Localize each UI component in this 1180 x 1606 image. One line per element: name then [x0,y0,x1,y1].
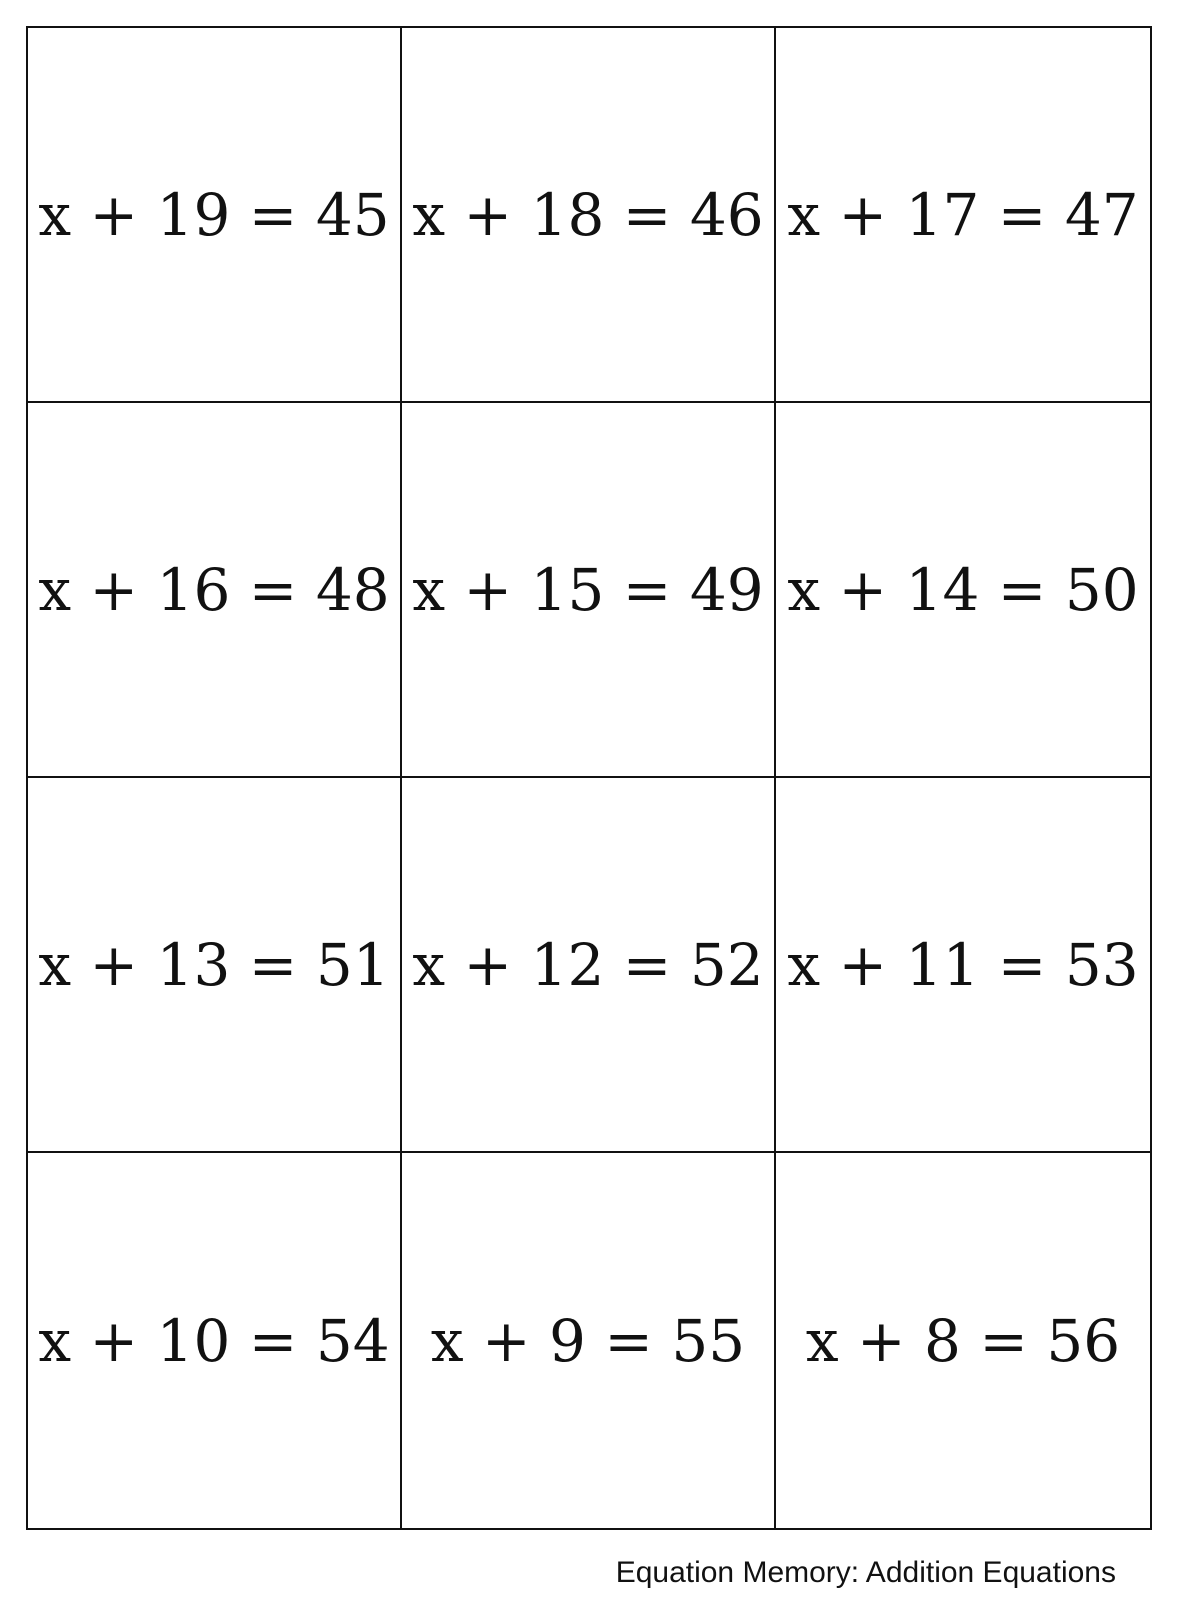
equation-text: x + 11 = 53 [787,930,1139,999]
footer-caption: Equation Memory: Addition Equations [615,1556,1116,1589]
equation-text: x + 15 = 49 [412,555,764,624]
equation-text: x + 9 = 55 [430,1306,746,1375]
equation-card [402,778,776,1153]
equation-card [776,1153,1150,1528]
equation-text: x + 16 = 48 [38,555,390,624]
equation-card [28,778,402,1153]
equation-text: x + 12 = 52 [412,930,764,999]
equation-text: x + 19 = 45 [38,180,390,249]
equation-card [28,403,402,778]
equation-text: x + 17 = 47 [787,180,1139,249]
equation-card [28,28,402,403]
equation-text: x + 13 = 51 [38,930,390,999]
equation-card-grid [26,26,1152,1530]
equation-text: x + 10 = 54 [38,1306,390,1375]
equation-card [776,28,1150,403]
equation-text: x + 14 = 50 [787,555,1139,624]
equation-text: x + 8 = 56 [805,1306,1121,1375]
equation-card [402,1153,776,1528]
equation-text: x + 18 = 46 [412,180,764,249]
equation-card [776,403,1150,778]
equation-card [776,778,1150,1153]
equation-card [402,403,776,778]
equation-card [402,28,776,403]
equation-card [28,1153,402,1528]
